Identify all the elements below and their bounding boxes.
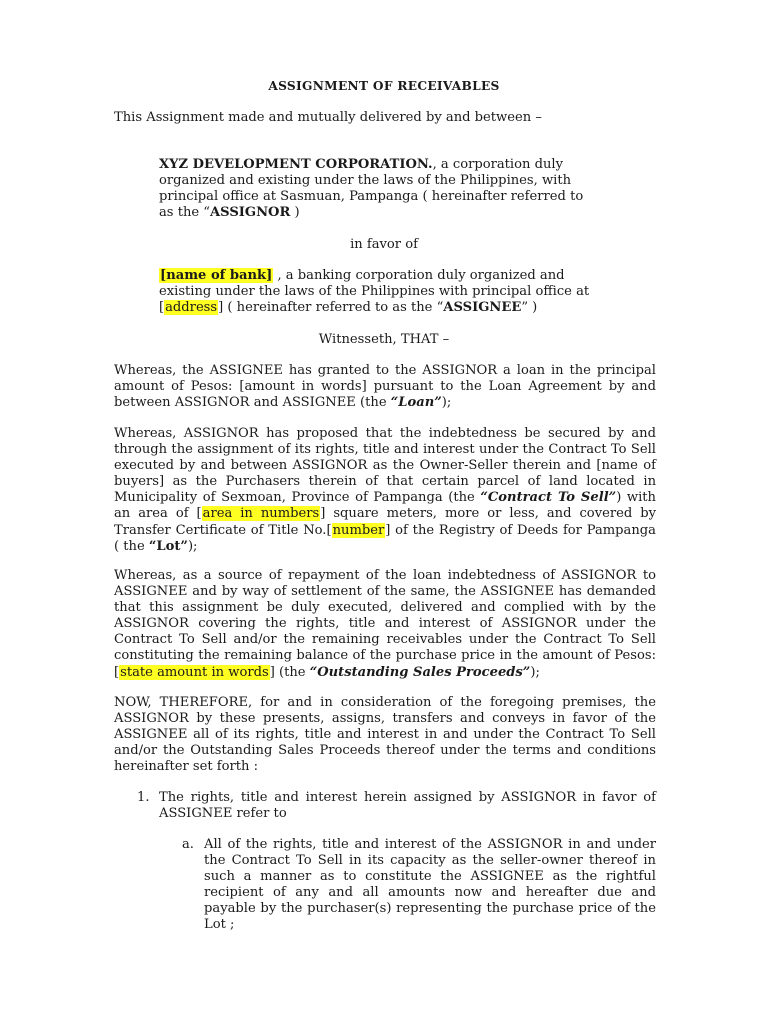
item-1-text: The rights, title and interest herein assigned by ASSIGNOR in favor of ASSIGNEE refer to — [159, 790, 656, 822]
assignee-text-1: , a banking corporation duly organized and existing under the laws of the Philippines with principal office at [ — [159, 268, 590, 316]
whereas-repayment-close: ); — [530, 664, 540, 680]
assignor-role: ASSIGNOR — [210, 205, 291, 221]
in-favor-of: in favor of — [350, 237, 418, 252]
whereas-contract-text-2: ) with an area of [ — [114, 490, 656, 522]
amount-placeholder: state amount in words — [120, 664, 269, 680]
whereas-repayment-text-1: Whereas, as a source of repayment of the loan indebtedness of ASSIGNOR to ASSIGNEE and by way of settlement of the same, the ASSIGNEE has demanded that this assignment be duly executed, delivered and complied with by the ASSIGNOR covering the rights, title and interest of ASSIGNOR under the Contract To Sell and/or the remaining receivables under the Contract To Sell constituting the remaining balance of the purchase price in the amount of Pesos: [ — [114, 568, 656, 680]
assignee-text-2: ] ( hereinafter referred to as the “ — [218, 300, 444, 316]
whereas-loan-close: ); — [441, 395, 452, 411]
document-title: ASSIGNMENT OF RECEIVABLES — [268, 79, 500, 93]
assignee-role: ASSIGNEE — [443, 300, 522, 316]
intro-paragraph: This Assignment made and mutually delivered by and between – — [114, 110, 542, 125]
now-therefore-paragraph: NOW, THEREFORE, for and in consideration of the foregoing premises, the ASSIGNOR by these presents, assigns, transfers and conveys in favor of the ASSIGNEE all of its rights, title and interest in and under the Contract To Sell and/or the Outstanding Sales Proceeds thereof under the terms and conditions hereinafter set forth : — [114, 695, 656, 775]
assignor-close: ) — [290, 205, 300, 221]
whereas-contract-paragraph — [114, 426, 656, 555]
witnesseth: Witnesseth, THAT – — [318, 332, 450, 347]
item-1a-text: All of the rights, title and interest of the ASSIGNOR in and under the Contract To Sell in its capacity as the seller-owner thereof in such a manner as to constitute the ASSIGNEE as the rightful recipient of any and all amounts now and hereafter due and payable by the purchaser(s) representing the purchase price of the Lot ; — [204, 837, 656, 933]
bank-name-placeholder: [name of bank] — [160, 268, 273, 283]
whereas-contract-text-3: ] square meters, more or less, and covered by Transfer Certificate of Title No.[ — [114, 506, 656, 538]
whereas-loan-text: Whereas, the ASSIGNEE has granted to the ASSIGNOR a loan in the principal amount of Pesos: [amount in words] pursuant to the Loan Agreement by and between ASSIGNOR and ASSIGNEE (the — [114, 363, 656, 411]
title-number-placeholder: number — [332, 522, 385, 538]
area-placeholder: area in numbers — [202, 506, 320, 522]
assignee-paragraph — [159, 268, 599, 316]
assignor-name: XYZ DEVELOPMENT CORPORATION. — [159, 157, 433, 172]
assignor-paragraph — [159, 157, 599, 221]
whereas-contract-close: ); — [187, 538, 198, 554]
whereas-contract-text-4: ] of the Registry of Deeds for Pampanga ( the — [114, 522, 656, 554]
whereas-repayment-text-2: ] (the — [269, 664, 310, 680]
item-1a-letter: a. — [182, 837, 194, 852]
loan-term: “Loan” — [390, 395, 442, 411]
assignor-text: , a corporation duly organized and existing under the laws of the Philippines, with principal office at Sasmuan, Pampanga ( hereinafter referred to as the “ — [159, 157, 584, 221]
contract-to-sell-term: “Contract To Sell” — [480, 490, 617, 506]
assignee-close: ” ) — [521, 300, 538, 316]
whereas-repayment-paragraph — [114, 568, 656, 681]
outstanding-sales-proceeds-term: “Outstanding Sales Proceeds” — [309, 664, 531, 680]
item-1-number: 1. — [137, 790, 150, 805]
whereas-loan-paragraph — [114, 363, 656, 411]
lot-term: “Lot” — [148, 538, 188, 554]
address-placeholder: address — [165, 300, 218, 316]
whereas-contract-text-1: Whereas, ASSIGNOR has proposed that the indebtedness be secured by and through the assignment of its rights, title and interest under the Contract To Sell executed by and between ASSIGNOR as the Owner-Seller therein and [name of buyers] as the Purchasers therein of that certain parcel of land located in Municipality of Sexmoan, Province of Pampanga (the — [114, 426, 656, 506]
